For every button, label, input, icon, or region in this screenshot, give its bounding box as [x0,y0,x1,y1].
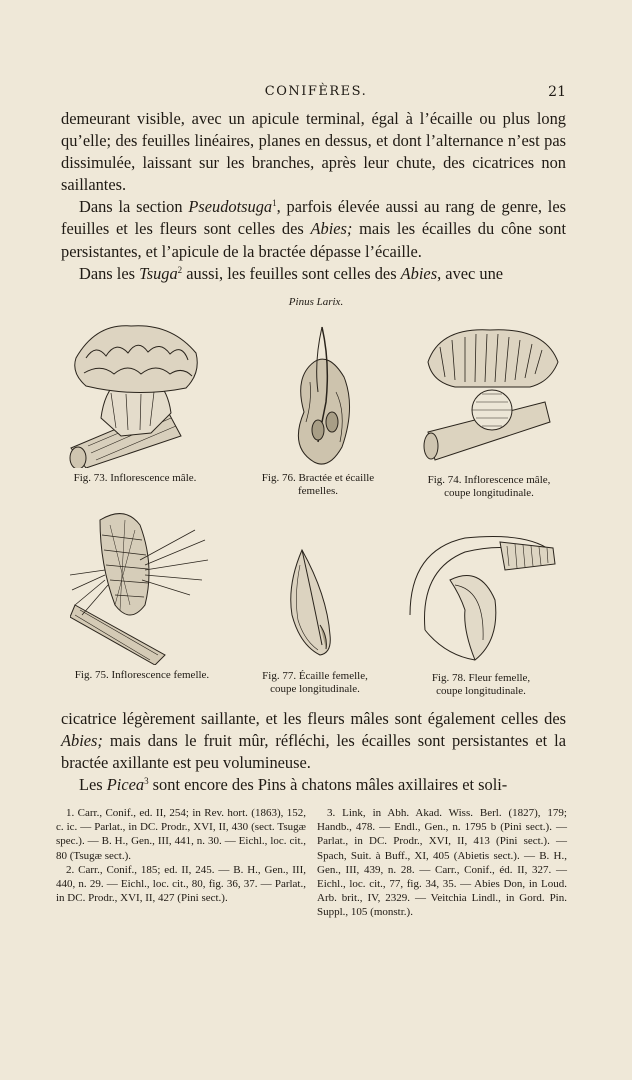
figure-74-illustration [420,322,565,472]
figure-74-caption-line1: Fig. 74. Inflorescence mâle, [427,474,551,486]
figure-74-caption-line2: coupe longitudinale. [444,487,534,499]
figure-77-caption-line2: coupe longitudinale. [270,683,360,695]
body-text-top [61,108,566,285]
figure-78-caption [406,672,556,698]
paragraph-3-text-a: Dans les [79,263,140,283]
genus-abies: Abies; [310,219,353,239]
body-text-bottom [61,708,566,796]
paragraph-2 [61,196,566,262]
footnote-ref-1: 1 [272,198,277,209]
footnotes-right-column [317,806,567,920]
paragraph-2-text-a: Dans la section [79,197,189,217]
figure-74-caption [410,474,568,500]
running-head [0,84,632,104]
figure-78-caption-line2: coupe longitudinale. [436,685,526,697]
paragraph-4-text-a: cicatrice légèrement saillante, et les fleurs mâles sont également celles des [61,709,566,728]
footnote-3: 3. Link, in Abh. Akad. Wiss. Berl. (1827), 179; Handb., 478. — Endl., Gen., n. 1795 b (Pini sect.). — Parlat., in DC. Prodr., XVI, II, 413 (Pini sect.). — Spach, Suit. à Buff., XI, 405 (Abietis sect.). — B. H., Gen., III, 439, n. 28. — Carr., Conif., éd. II, 327. — Eichl., loc. cit., 77, fig. 34, 35. — Abies Don, in Loud. Arb. brit., IV, 2329. — Veitchia Lindl., in Gord. Pin. Suppl., 105 (monstr.). [317,807,567,919]
figure-75-illustration [70,505,210,665]
genus-abies: Abies; [61,731,103,751]
plate-title: Pinus Larix. [288,296,344,308]
paragraph-1 [61,108,566,196]
paragraph-5 [61,774,566,796]
paragraph-5-text-b: sont encore des Pins à chatons mâles axillaires et soli- [148,775,508,795]
figure-76-caption-line2: femelles. [297,485,338,497]
paragraph-2-text-b: , parfois élevée aussi au rang de genre, les feuilles et les fleurs sont celles des [61,197,567,239]
figure-77-illustration [282,545,342,660]
figure-73-caption [60,472,210,485]
figure-77-caption-line1: Fig. 77. Écaille femelle, [262,670,368,682]
figure-73-illustration [66,318,206,468]
paragraph-1-text: demeurant visible, avec un apicule terminal, égal à l’écaille ou plus long qu’elle; des feuilles linéaires, planes en dessus, et dont l’alternance n’est pas dissimulée, laissant sur les branches, après leur chute, des cicatrices non saillantes. [61,109,566,195]
footnotes-left-column [56,806,306,905]
figure-78-caption-line1: Fig. 78. Fleur femelle, [431,672,531,684]
figure-78-illustration [405,530,560,665]
footnote-2: 2. Carr., Conif., 185; ed. II, 245. — B. H., Gen., III, 440, n. 29. — Eichl., loc. cit., 80, fig. 36, 37. — Parlat., in DC. Prodr., XVI, II, 427 (Pini sect.). [56,863,306,905]
paragraph-5-text-a: Les [79,775,107,795]
paragraph-3 [61,263,566,285]
page-number: 21 [548,84,566,100]
figure-73-caption-line1: Fig. 73. Inflorescence mâle. [73,472,197,484]
figure-76-caption-line1: Fig. 76. Bractée et écaille [261,472,375,484]
paragraph-3-text-b: aussi, les feuilles sont celles des [182,263,401,283]
paragraph-3-text-c: , avec une [437,263,504,283]
figure-75-caption [58,669,226,682]
figure-77-caption [240,670,390,696]
figure-76-illustration [274,322,364,472]
footnote-ref-2: 2 [177,264,183,275]
figure-76-caption [238,472,398,498]
paragraph-2-text-c: mais les écailles du cône sont persistantes, et l’apicule de la bractée dépasse l’écaille. [61,219,567,261]
running-title: CONIFÈRES. [264,84,368,99]
paragraph-4 [61,708,566,774]
genus-pseudotsuga: Pseudotsuga [188,197,273,217]
paragraph-4-text-b: mais dans le fruit mûr, réfléchi, les écailles sont persistantes et la bractée axillante est peu volumineuse. [61,731,566,773]
genus-picea: Picea [106,775,145,795]
footnote-ref-3: 3 [144,776,149,787]
genus-tsuga: Tsuga [139,263,178,283]
footnote-1: 1. Carr., Conif., ed. II, 254; in Rev. hort. (1863), 152, c. ic. — Parlat., in DC. Prodr., XVI, II, 430 (sect. Tsugæ spec.). — B. H., Gen., III, 441, n. 30. — Eichl., loc. cit., 80 (Tsugæ sect.). [56,807,306,862]
genus-abies: Abies [400,263,438,283]
figure-75-caption-line1: Fig. 75. Inflorescence femelle. [74,669,210,681]
